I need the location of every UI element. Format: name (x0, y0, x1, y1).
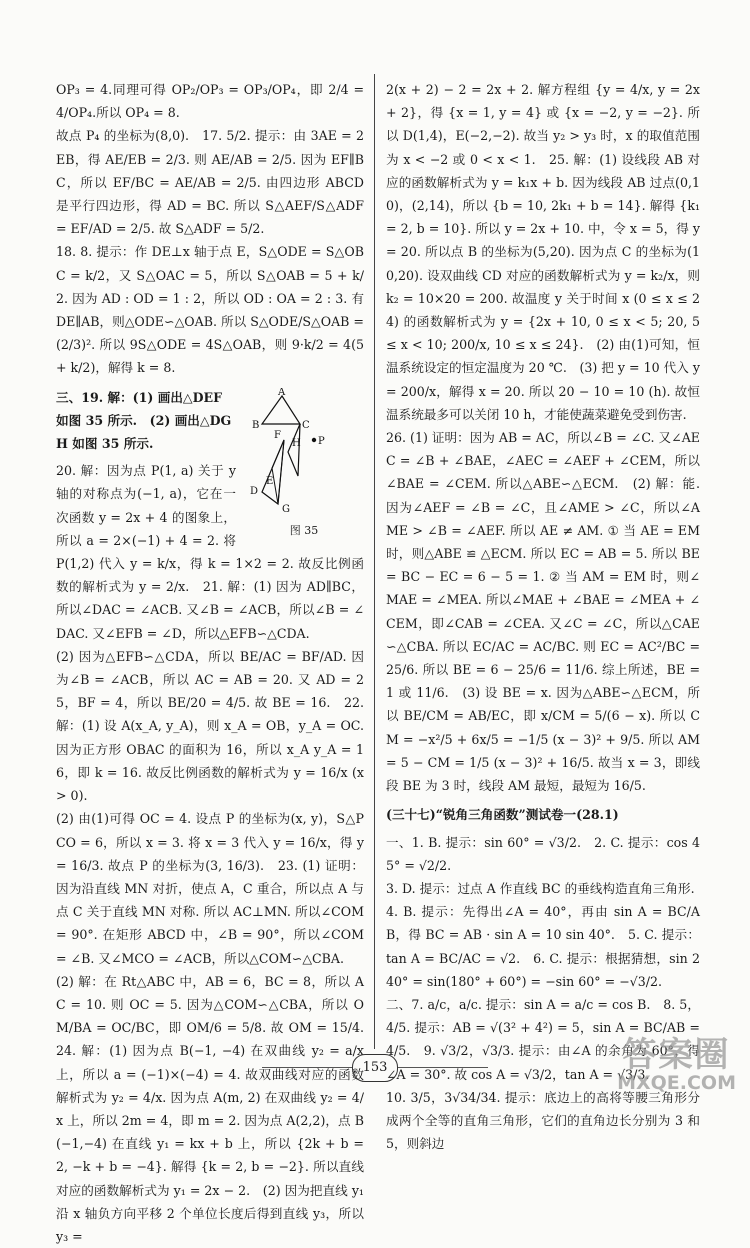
left-paragraph: 20. 解：因为点 P(1, a) 关于 y 轴的对称点为(−1, a)，它在一次函数 y = 2x + 4 的图象上，所以 a = 2×(−1) + 4 = 2. 将 P(1,2) 代入 y = k/x，得 k = 1×2 = 2. 故反比例函数的解析式为 y = 2/x. 21. 解：(1) 因为 AD∥BC，所以∠DAC = ∠ACB. 又∠B = ∠ACB，所以∠B = ∠DAC. 又∠EFB = ∠D，所以△EFB∽△CDA. (56, 463, 364, 641)
triangle-diagram (244, 388, 364, 520)
left-paragraph: 18. 8. 提示：作 DE⊥x 轴于点 E，S△ODE = S△OBC = k/2，又 S△OAC = 5，所以 S△OAB = 5 + k/2. 因为 AD : OD = 1 : 2，所以 OD : OA = 2 : 3. 有 DE∥AB，则△ODE∽△OAB. 所以 S△ODE/S△OAB = (2/3)². 所以 9S△ODE = 4S△OAB，则 9·k/2 = 4(5 + k/2)，解得 k = 8. (56, 244, 364, 376)
figure-label: H (292, 437, 301, 449)
test-code: (28.1) (576, 807, 619, 823)
right-paragraph: 二、7. a/c，a/c. 提示：sin A = a/c = cos B. 8. 5，4/5. 提示：AB = √(3² + 4²) = 5，sin A = BC/AB = 4/5. 9. √3/2，√3/3. 提示：由∠A 的余角为 60°，得∠A = 30°. 故 cos A = √3/2，tan A = √3/3. (386, 996, 700, 1082)
right-column (386, 78, 700, 1155)
point-p (312, 437, 316, 441)
right-paragraph: 4. B. 提示：先得出∠A = 40°，再由 sin A = BC/AB，得 BC = AB · sin A = 10 sin 40°. 5. C. 提示：tan A = BC/AC = √2. 6. C. 提示：根据猜想，sin 240° = sin(180° + 60°) = −sin 60° = −√3/2. (386, 904, 700, 989)
left-paragraph: 故点 P₄ 的坐标为(8,0). 17. 5/2. 提示：由 3AE = 2EB，得 AE/EB = 2/3. 则 AE/AB = 2/5. 因为 EF∥BC，所以 EF/BC = AE/AB = 2/5. 由四边形 ABCD 是平行四边形，得 AD = BC. 所以 S△AEF/S△ADF = EF/AD = 2/5. 故 S△ADF = 5/2. (56, 128, 364, 237)
test-title (386, 803, 700, 826)
figure-label: E (266, 475, 274, 487)
figure-label: A (278, 387, 286, 398)
section-heading: 三、19. 解：(1) 画出△DEF 如图 35 所示. (2) 画出△DGH 如图 35 所示. (56, 389, 232, 452)
right-paragraph: 26. (1) 证明：因为 AB = AC，所以∠B = ∠C. 又∠AEC = ∠B + ∠BAE，∠AEC = ∠AEF + ∠CEM，所以∠BAE = ∠CEM. 所以△ABE∽△ECM. (2) 解：能. 因为∠AEF = ∠B = ∠C，且∠AME > ∠C，所以∠AME > ∠B = ∠AEF. 所以 AE ≠ AM. ① 当 AE = EM 时，则△ABE ≌ △ECM. 所以 EC = AB = 5. 所以 BE = BC − EC = 6 − 5 = 1. ② 当 AM = EM 时，则∠MAE = ∠MEA. 所以∠MAE + ∠BAE = ∠MEA + ∠CEM，即∠CAB = ∠CEA. 又∠C = ∠C，所以△CAE∽△CBA. 所以 EC/AC = AC/BC. 则 EC = AC²/BC = 25/6. 所以 BE = 6 − 25/6 = 11/6. 综上所述，BE = 1 或 11/6. (3) 设 BE = x. 因为△ABE∽△ECM，所以 BE/CM = AB/EC，即 x/CM = 5/(6 − x). 所以 CM = −x²/5 + 6x/5 = −1/5 (x − 3)² + 9/5. 所以 AM = 5 − CM = 1/5 (x − 3)² + 16/5. 故当 x = 3，即线段 BE 为 3 时，线段 AM 最短，最短为 16/5. (386, 430, 700, 794)
watermark-logo (617, 1037, 736, 1093)
right-paragraph: 3. D. 提示：过点 A 作直线 BC 的垂线构造直角三角形. (386, 880, 695, 896)
left-paragraph: OP₃ = 4.同理可得 OP₂/OP₃ = OP₃/OP₄，即 2/4 = 4/OP₄.所以 OP₄ = 8. (56, 82, 364, 121)
right-paragraph: 2(x + 2) − 2 = 2x + 2. 解方程组 {y = 4/x, y = 2x + 2}，得 {x = 1, y = 4} 或 {x = −2, y = −2}. 所以 D(1,4)，E(−2,−2). 故当 y₂ > y₃ 时，x 的取值范围为 x < −2 或 0 < x < 1. 25. 解：(1) 设线段 AB 对应的函数解析式为 y = k₁x + b. 因为线段 AB 过点(0,10)，(2,14)，所以 {b = 10, 2k₁ + b = 14}. 解得 {k₁ = 2, b = 10}. 所以 y = 2x + 10. 中，令 x = 5，得 y = 20. 所以点 B 的坐标为(5,20). 因为点 C 的坐标为(10,20). 设双曲线 CD 对应的函数解析式为 y = k₂/x，则 k₂ = 10×20 = 200. 故温度 y 关于时间 x (0 ≤ x ≤ 24) 的函数解析式为 y = {2x + 10, 0 ≤ x < 5; 20, 5 ≤ x < 10; 200/x, 10 ≤ x ≤ 24}. (2) 由(1)可知，恒温系统设定的恒定温度为 20 ℃. (3) 把 y = 10 代入 y = 200/x，解得 x = 20. 所以 20 − 10 = 10 (h). 故恒温系统最多可以关闭 10 h，才能使蔬菜避免受到伤害. (386, 82, 700, 422)
figure-label: C (302, 419, 310, 431)
figure-label: G (282, 503, 290, 515)
figure-caption: 图 35 (289, 523, 319, 537)
page-number: 153 (352, 1054, 398, 1082)
figure-label: D (250, 485, 259, 497)
column-divider (374, 74, 375, 1049)
right-paragraph: 10. 3/5，3√34/34. 提示：底边上的高将等腰三角形分成两个全等的直角三角形，它们的直角边长分别为 3 和 5，则斜边 (386, 1089, 700, 1152)
right-paragraph: 一、1. B. 提示：sin 60° = √3/2. 2. C. 提示：cos 45° = √2/2. (386, 834, 700, 873)
figure-label: B (252, 419, 260, 431)
watermark-top: 答案圈 (622, 1035, 731, 1075)
figure-35 (244, 388, 364, 538)
figure-label: F (274, 429, 281, 441)
test-title-text: (三十七)“锐角三角函数”测试卷一 (386, 807, 577, 823)
left-paragraph: (2) 解：在 Rt△ABC 中，AB = 6，BC = 8，所以 AC = 10. 则 OC = 5. 因为△COM∽△CBA，所以 OM/BA = OC/BC，即 OM/6 = 5/8. 故 OM = 15/4. 24. 解：(1) 因为点 B(−1, −4) 在双曲线 y₂ = a/x 上，所以 a = (−1)×(−4) = 4. 故双曲线对应的函数解析式为 y₂ = 4/x. 因为点 A(m, 2) 在双曲线 y₂ = 4/x 上，所以 2m = 4，即 m = 2. 因为点 A(2,2)，点 B(−1,−4) 在直线 y₁ = kx + b 上，所以 {2k + b = 2, −k + b = −4}. 解得 {k = 2, b = −2}. 所以直线对应的函数解析式为 y₁ = 2x − 2. (2) 因为把直线 y₁ 沿 x 轴负方向平移 2 个单位长度后得到直线 y₃，所以 y₃ = (56, 973, 377, 1244)
figure-label: P (318, 435, 325, 447)
left-paragraph: (2) 由(1)可得 OC = 4. 设点 P 的坐标为(x, y)，S△PCO = 6，所以 x = 3. 将 x = 3 代入 y = 16/x，得 y = 16/3. 故点 P 的坐标为(3, 16/3). 23. (1) 证明：因为沿直线 MN 对折，使点 A，C 重合，所以点 A 与点 C 关于直线 MN 对称. 所以 AC⊥MN. 所以∠COM = 90°. 在矩形 ABCD 中，∠B = 90°，所以∠COM = ∠B. 又∠MCO = ∠ACB，所以△COM∽△CBA. (56, 811, 364, 966)
watermark-bottom: MXQE.COM (617, 1072, 736, 1094)
left-paragraph: (2) 因为△EFB∽△CDA，所以 BE/AC = BF/AD. 因为∠B = ∠ACB，所以 AC = AB = 20. 又 AD = 25，BF = 4，所以 BE/20 = 4/5. 故 BE = 16. 22. 解：(1) 设 A(x_A, y_A)，则 x_A = OB，y_A = OC. 因为正方形 OBAC 的面积为 16，所以 x_A y_A = 16，即 k = 16. 故反比例函数的解析式为 y = 16/x (x > 0). (56, 648, 364, 804)
